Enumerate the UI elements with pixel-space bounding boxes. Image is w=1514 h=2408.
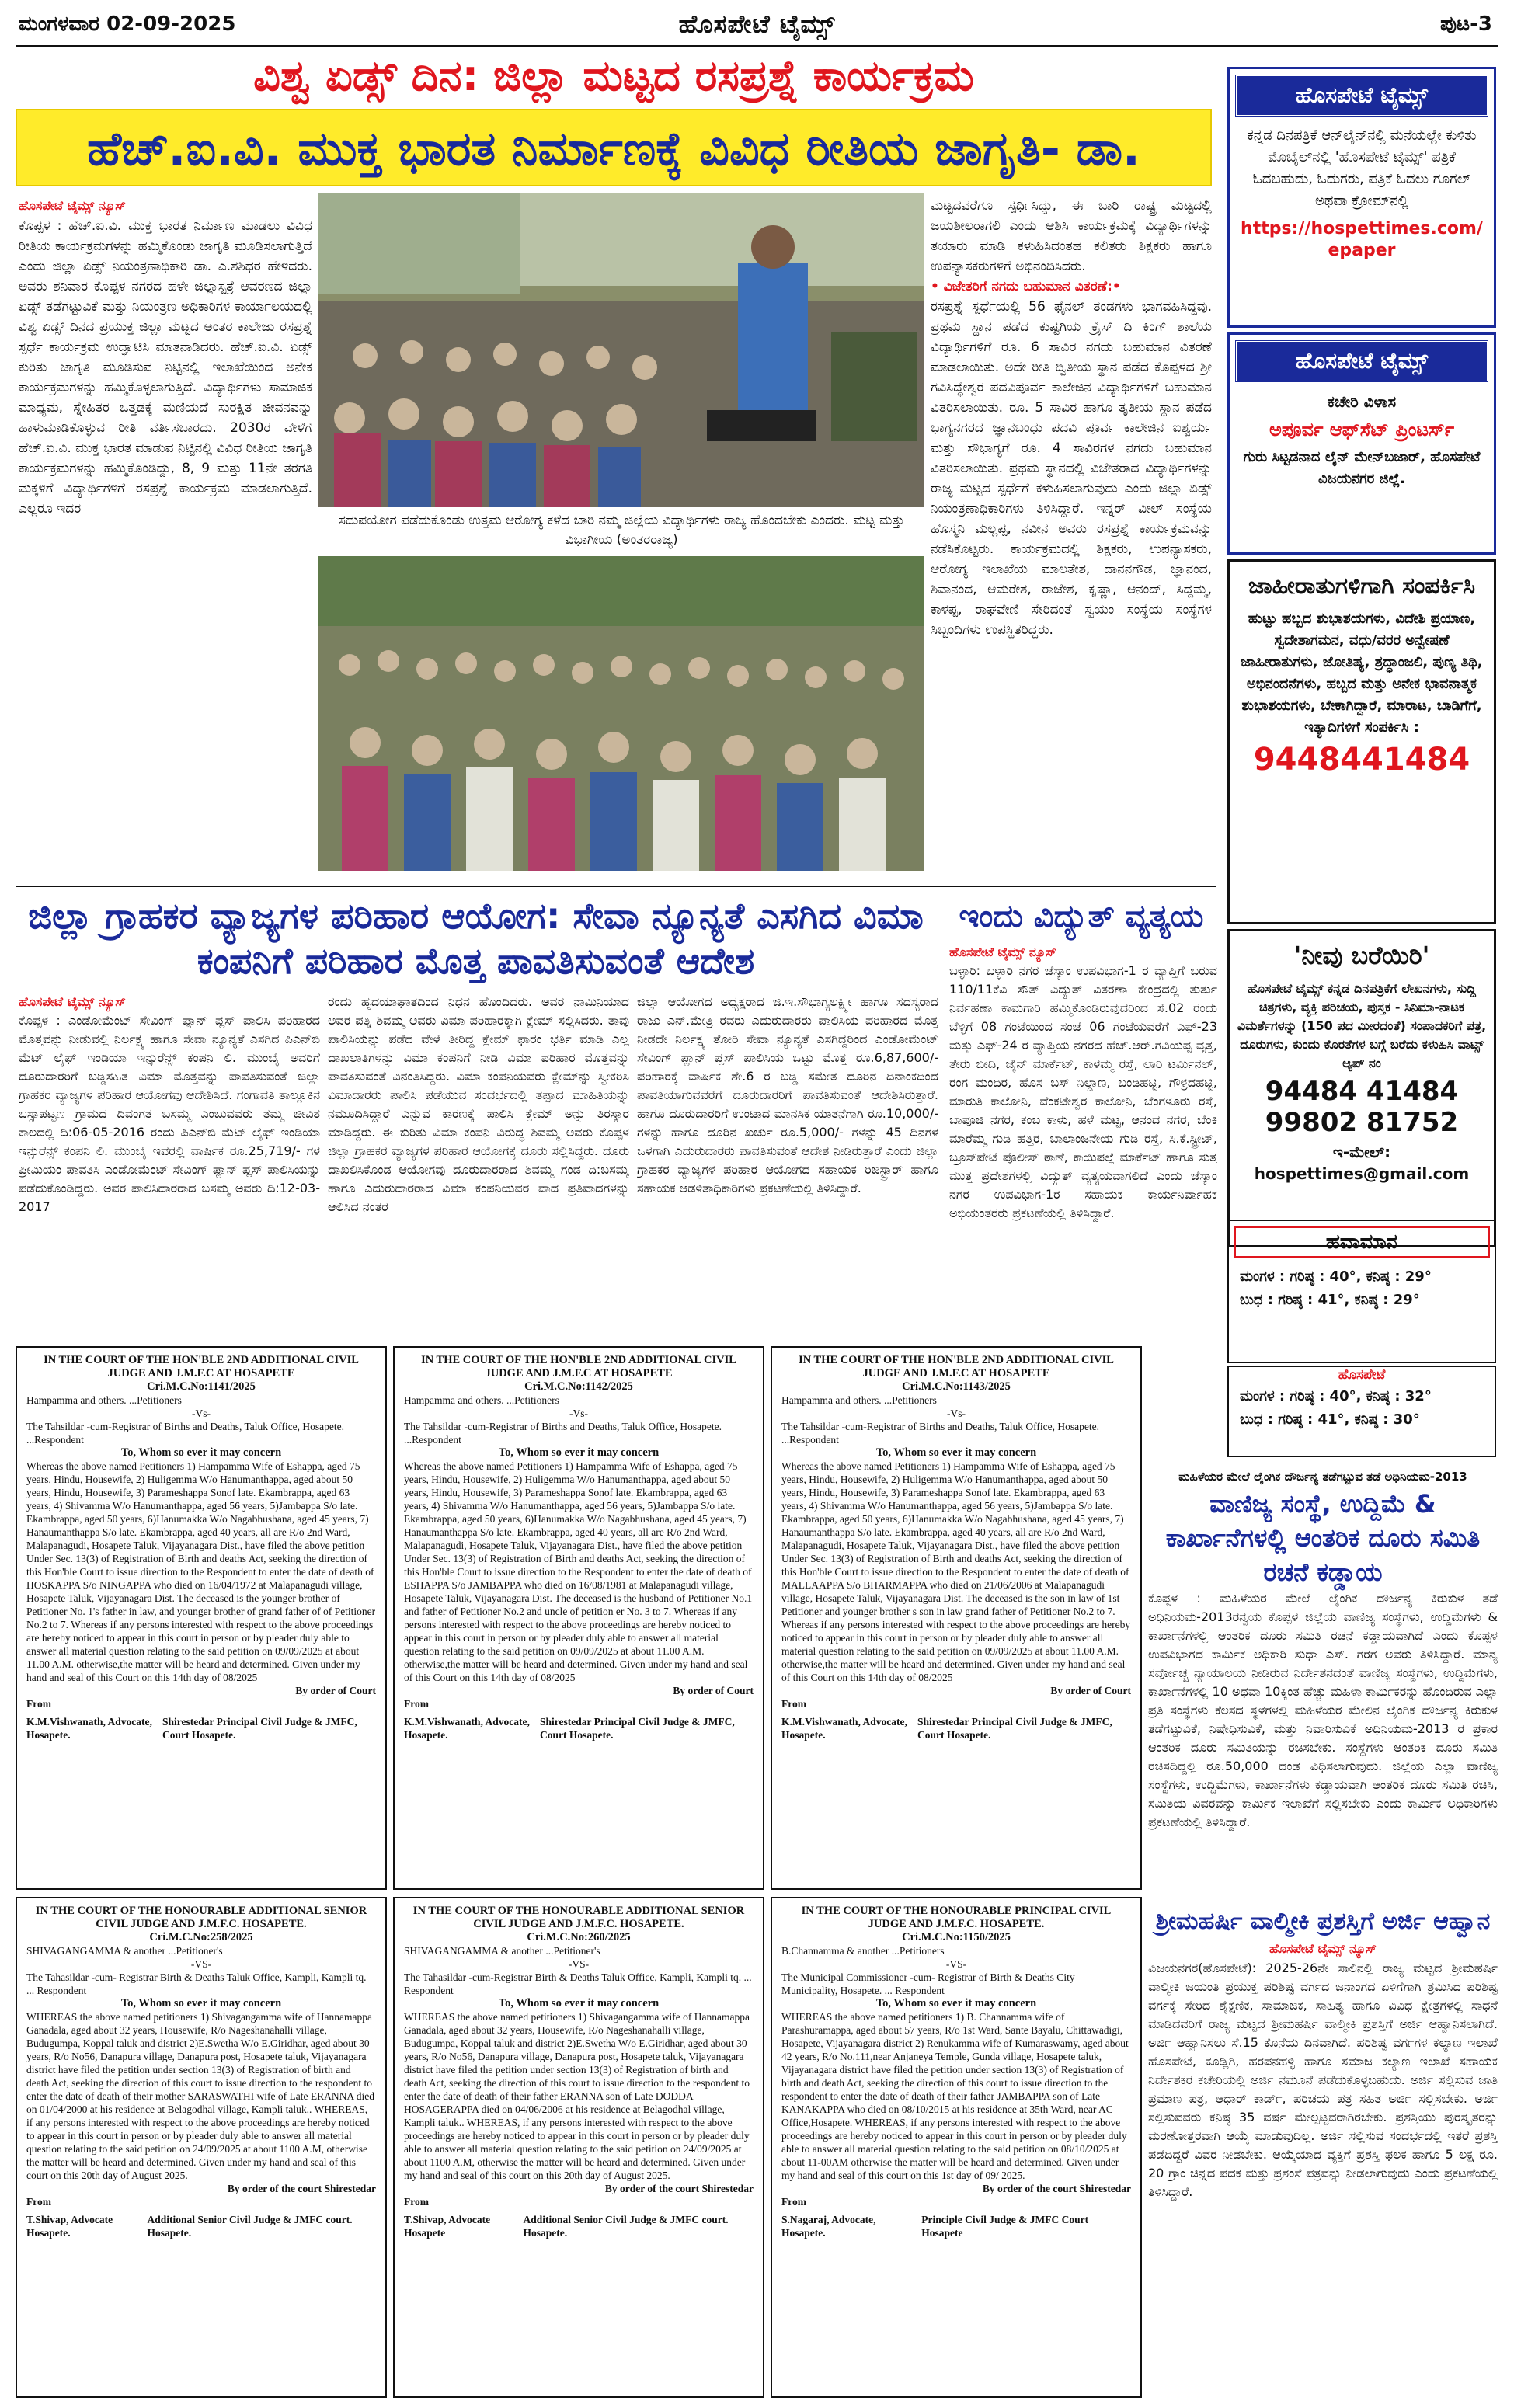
legal-respondent: The Tahsildar -cum-Registrar of Births and Deaths, Taluk Office, Hosapete. ...Respondent — [26, 1421, 344, 1446]
legal-vs: -VS- — [945, 1958, 967, 1970]
write-email[interactable]: ಇ-ಮೇಲ್: hospettimes@gmail.com — [1254, 1143, 1470, 1183]
legal-whom: To, Whom so ever it may concern — [120, 1446, 282, 1459]
legal-sign: Additional Senior Civil Judge & JMFC court. Hosapete. — [147, 2214, 353, 2239]
masthead: ಹೊಸಪೇಟೆ ಟೈಮ್ಸ್ — [678, 9, 836, 39]
main-col3-intro: ಮಟ್ಟದವರೆಗೂ ಸ್ಪರ್ಧಿಸಿದ್ದು, ಈ ಬಾರಿ ರಾಷ್ಟ್ರ ಮಟ್ಟದಲ್ಲಿ ಜಯಶೀಲರಾಗಲಿ ಎಂದು ಆಶಿಸಿ ಕಾರ್ಯಕ್ರಮಕ್ಕೆ ವಿದ್ಯಾರ್ಥಿಗಳನ್ನು ತಯಾರು ಮಾಡಿ ಕಳುಹಿಸಿದಂತಹ ಕಲಿತರು ಶಿಕ್ಷಕರು ಹಾಗೂ ಉಪನ್ಯಾಸಕರುಗಳಿಗೆ ಅಭಿನಂದಿಸಿದರು. — [931, 198, 1212, 274]
legal-body: Whereas the above named Petitioners 1) Hampamma Wife of Eshappa, aged 75 years, Hindu, Housewife, 2) Huligemma W/o Hanumanthappa, aged about 50 years, Hindu, Housewife, 3) Parameshappa Sonof late. Ekambrappa, aged 63 years, 4) Shivamma W/o Hanumanthappa, aged 56 years, 5)Jambappa S/o late. Ekambrappa, aged 50 years, 6)Hanumakka W/o Nagabhushana, aged 45 years, 7) Hanaumanthappa S/o late. Ekambrappa, aged 40 years, all are R/o 2nd Ward, Malapanagudi, Hosapete Taluk, Vijayanagara Dist., have filed the above petition Under Sec. 13(3) of Registration of Birth and deaths Act, seeking the direction of this Hon'ble Court to issue direction to the Respondent to enter the date of death of ESHAPPA S/o JAMBAPPA who died on 16/08/1981 at Malapanagudi village, Hosapete Taluk, Vijayanagara Dist. The deceased is the husband of Petitioner No.1 and father of Petitioner No.2 and uncle of petition er No. 3 to 7. Whereas if any persons interested with respect to the above proceedings are hereby noticed to appear in this court in person or by pleader duly able to answer all material question relating to the said petition on 09/09/2025 at about 11.00 A.M. otherwise,the matter will be heard and determined. Given under my hand and seal of this Court on this 14th day of 08/2025 — [404, 1460, 753, 1683]
main-col3-body: ರಸಪ್ರಶ್ನೆ ಸ್ಪರ್ಧೆಯಲ್ಲಿ 56 ಫೈನಲ್ ತಂಡಗಳು ಭಾಗವಹಿಸಿದ್ದವು. ಪ್ರಥಮ ಸ್ಥಾನ ಪಡೆದ ಕುಷ್ಟಗಿಯ ಕ್ರೈಸ್ ದಿ ಕಿಂಗ್ ಶಾಲೆಯ ವಿದ್ಯಾರ್ಥಿಗಳಿಗೆ ರೂ. 6 ಸಾವಿರ ನಗದು ಬಹುಮಾನ ವಿತರಣೆ ಮಾಡಲಾಯಿತು. ಅದೇ ರೀತಿ ದ್ವಿತೀಯ ಸ್ಥಾನ ಪಡೆದ ಕೊಪ್ಪಳದ ಶ್ರೀ ಗವಿಸಿದ್ಧೇಶ್ವರ ಪದವಿಪೂರ್ವ ಕಾಲೇಜಿನ ವಿದ್ಯಾರ್ಥಿಗಳಿಗೆ ಬಹುಮಾನ ವಿತರಿಸಲಾಯಿತು. ರೂ. 5 ಸಾವಿರ ಹಾಗೂ ತೃತೀಯ ಸ್ಥಾನ ಪಡೆದ ಭಾಗ್ಯನಗರದ ಜ್ಞಾನಬಂಧು ಪದವಿ ಪೂರ್ವ ಕಾಲೇಜಿನ ಐಶ್ವರ್ಯ ಮತ್ತು ಸೌಭಾಗ್ಯಗೆ ರೂ. 4 ಸಾವಿರಗಳ ನಗದು ಬಹುಮಾನ ವಿತರಿಸಲಾಯಿತು. ಪ್ರಥಮ ಸ್ಥಾನದಲ್ಲಿ ವಿಜೇತರಾದ ವಿದ್ಯಾರ್ಥಿಗಳನ್ನು ರಾಜ್ಯ ಮಟ್ಟದ ಸ್ಪರ್ಧೆಗೆ ಕಳುಹಿಸಲಾಗುವುದು ಎಂದು ಜಿಲ್ಲಾ ಏಡ್ಸ್ ನಿಯಂತ್ರಣಾಧಿಕಾರಿಗಳು ತಿಳಿಸಿದ್ದಾರೆ. ಇನ್ನರ್ ವೀಲ್ ಸಂಸ್ಥೆಯ ಹೊಸ್ಮನಿ ಮಲ್ಲಪ್ಪ, ನವೀನ ಅವರು ರಸಪ್ರಶ್ನೆ ಕಾರ್ಯಕ್ರಮವನ್ನು ನಡೆಸಿಕೊಟ್ಟರು. ಕಾರ್ಯಕ್ರಮದಲ್ಲಿ ಶಿಕ್ಷಕರು, ಉಪನ್ಯಾಸಕರು, ಆರೋಗ್ಯ ಇಲಾಖೆಯ ಮಾಲತೇಶ, ದಾನನಗೌಡ, ಜ್ಞಾನಂದ, ಶಿವಾನಂದ, ಆಮರೇಶ, ರಾಜೇಶ, ಕೃಷ್ಣಾ, ಆನಂದ್, ಸಿದ್ದಮ್ಮ, ಕಾಳಪ್ಪ, ರಾಘವೇಣಿ ಸೇರಿದಂತೆ ಸ್ವಯಂ ಸಂಸ್ಥೆಯ ಸಂಸ್ಥೆಗಳ ಸಿಬ್ಬಂದಿಗಳು ಉಪಸ್ಥಿತರಿದ್ದರು. — [931, 299, 1212, 638]
legal-from: From — [781, 2196, 806, 2208]
legal-body: Whereas the above named Petitioners 1) Hampamma Wife of Eshappa, aged 75 years, Hindu, Housewife, 2) Huligemma W/o Hanumanthappa, aged about 50 years, Hindu, Housewife, 3) Parameshappa Sonof late. Ekambrappa, aged 63 years, 4) Shivamma W/o Hanumanthappa, aged 56 years, 5)Jambappa S/o late. Ekambrappa, aged 50 years, 6)Hanumakka W/o Nagabhushana, aged 45 years, 7) Hanaumanthappa S/o late. Ekambrappa, aged 40 years, all are R/o 2nd Ward, Malapanagudi, Hosapete Taluk, Vijayanagara Dist., have filed the above petition Under Sec. 13(3) of Registration of Birth and deaths Act, seeking the direction of this Hon'ble Court to issue direction to the Respondent to enter the date of death of MALLAAPPA S/o BHARMAPPA who died on 21/06/2006 at Malapanagudi village, Hosapete Taluk, Vijayanagara Dist. The deceased is the son in law of 1st Petitioner and younger brother s son in law grand father of Petitioner No.2 to 7. Whereas if any persons interested with respect to the above proceedings are hereby noticed to appear in this court in person or by pleader duly able to answer all material question relating to the said petition on 09/09/2025 at about 11.00 A.M. otherwise,the matter will be heard and determined. Given under my hand and seal of this Court on this 14th day of 08/2025 — [781, 1460, 1131, 1683]
legal-order: By order of Court — [673, 1685, 754, 1696]
power-body: ಬಳ್ಳಾರಿ: ಬಳ್ಳಾರಿ ನಗರ ಜೆಸ್ಕಾಂ ಉಪವಿಭಾಗ-1 ರ ವ್ಯಾಪ್ತಿಗೆ ಬರುವ 110/11ಕೆವಿ ಸೌತ್ ವಿದ್ಯುತ್ ವಿತರಣಾ ಕೇಂದ್ರದಲ್ಲಿ ತುರ್ತು ನಿರ್ವಹಣಾ ಕಾಮಗಾರಿ ಹಮ್ಮಿಕೊಂಡಿರುವುದರಿಂದ ಸೆ.02 ರಂದು ಬೆಳ್ಳಿಗೆ 08 ಗಂಟೆಯಿಂದ ಸಂಜೆ 06 ಗಂಟೆಯವರೆಗೆ ಎಫ್-23 ಮತ್ತು ಎಫ್-24 ರ ವ್ಯಾಪ್ತಿಯ ನಗರದ ಹೆಚ್.ಆರ್.ಗವಿಯಪ್ಪ ವೃತ್ತ, ತೇರು ಬೀದಿ, ಜೈನ್ ಮಾರ್ಕೆಟ್, ಕಾಳಮ್ಮ ರಸ್ತೆ, ಲಾರಿ ಟರ್ಮಿನಲ್, ರಂಗ ಮಂದಿರ, ಹೊಸ ಬಸ್ ನಿಲ್ದಾಣ, ಬಂಡಿಹಟ್ಟಿ, ಗೌಳ್ರದಹಟ್ಟಿ, ಮಾರುತಿ ಕಾಲೋನಿ, ವೆಂಕಟೇಶ್ವರ ಕಾಲೋನಿ, ಬೆಂಗಳೂರು ರಸ್ತೆ, ಬಾಪೂಜಿ ನಗರ, ಕಂಬ ಕಾಳು, ಹಳೆ ಮಟ್ಟ, ಆನಂದ ನಗರ, ಬೆಂಕಿ ಮಾರೆಮ್ಮ ಗುಡಿ ಹತ್ತಿರ, ಬಾಲಾಂಜನೇಯ ಗುಡಿ ರಸ್ತೆ, ಸಿ.ಕೆ.ಸ್ಟ್ರೀಟ್, ಬ್ರೂಸ್‌ಪೇಟೆ ಪೊಲೀಸ್ ಠಾಣೆ, ಕಾಯಿಪಲ್ಲೆ ಮಾರ್ಕೆಟ್ ಹಾಗೂ ಸುತ್ತ ಮುತ್ತ ಪ್ರದೇಶಗಳಲ್ಲಿ ವಿದ್ಯುತ್ ವ್ಯತ್ಯಯವಾಗಲಿದೆ ಎಂದು ಜೆಸ್ಕಾಂ ನಗರ ಉಪವಿಭಾಗ-1ರ ಸಹಾಯಕ ಕಾರ್ಯನಿರ್ವಾಹಕ ಅಭಿಯಂತರರು ಪ್ರಕಟಣೆಯಲ್ಲಿ ತಿಳಿಸಿದ್ದಾರೆ. — [949, 963, 1217, 1220]
main-byline: ಹೊಸಪೇಟೆ ಟೈಮ್ಸ್ ನ್ಯೂಸ್ — [19, 198, 126, 213]
epaper-box-text: ಕನ್ನಡ ದಿನಪತ್ರಿಕೆ ಆನ್‌ಲೈನ್‌ನಲ್ಲಿ ಮನೆಯಲ್ಲೇ ಕುಳಿತು ಮೊಬೈಲ್‌ನಲ್ಲಿ 'ಹೊಸಪೇಟೆ ಟೈಮ್ಸ್' ಪತ್ರಿಕೆ ಓದಬಹುದು, ಓದುಗರು, ಪತ್ರಿಕೆ ಓದಲು ಗೂಗಲ್ ಅಥವಾ ಕ್ರೋಮ್‌ನಲ್ಲಿ — [1247, 127, 1477, 209]
epaper-box-head: ಹೊಸಪೇಟೆ ಟೈಮ್ಸ್ — [1234, 74, 1489, 117]
legal-petitioner: Hampamma and others. ...Petitioners — [404, 1394, 559, 1406]
weather-row-4: ಬುಧ : ಗರಿಷ್ಠ : 41°, ಕನಿಷ್ಠ : 30° — [1240, 1411, 1420, 1428]
legal-from: From — [26, 2196, 51, 2208]
main-col1-text: ಕೊಪ್ಪಳ : ಹೆಚ್.ಐ.ವಿ. ಮುಕ್ತ ಭಾರತ ನಿರ್ಮಾಣ ಮಾಡಲು ವಿವಿಧ ರೀತಿಯ ಕಾರ್ಯಕ್ರಮಗಳನ್ನು ಹಮ್ಮಿಕೊಂಡು ಜಾಗೃತಿ ಮೂಡಿಸಲಾಗುತ್ತಿದೆ ಎಂದು ಜಿಲ್ಲಾ ಏಡ್ಸ್ ನಿಯಂತ್ರಣಾಧಿಕಾರಿ ಡಾ. ಎ.ಶಶಿಧರ ಹೇಳಿದರು. ಅವರು ಶನಿವಾರ ಕೊಪ್ಪಳ ನಗರದ ಹಳೇ ಜಿಲ್ಲಾಸ್ಪತ್ರೆ ಆವರಣದ ಜಿಲ್ಲಾ ಏಡ್ಸ್ ತಡೆಗಟ್ಟುವಿಕೆ ಮತ್ತು ನಿಯಂತ್ರಣ ಅಧಿಕಾರಿಗಳ ಕಾರ್ಯಾಲಯದಲ್ಲಿ ವಿಶ್ವ ಏಡ್ಸ್ ದಿನದ ಪ್ರಯುಕ್ತ ಜಿಲ್ಲಾ ಮಟ್ಟದ ಅಂತರ ಕಾಲೇಜು ರಸಪ್ರಶ್ನೆ ಸ್ಪರ್ಧೆ ಕಾರ್ಯಕ್ರಮ ಉದ್ಘಾಟಿಸಿ ಮಾತನಾಡಿದರು. ಹೆಚ್.ಐ.ವಿ. ಏಡ್ಸ್ ಕುರಿತು ಜಾಗೃತಿ ಮೂಡಿಸುವ ನಿಟ್ಟಿನಲ್ಲಿ ಇಲಾಖೆಯಿಂದ ಅನೇಕ ಕಾರ್ಯಕ್ರಮಗಳನ್ನು ಹಮ್ಮಿಕೊಳ್ಳಲಾಗುತ್ತಿದೆ. ವಿದ್ಯಾರ್ಥಿಗಳು ಸಾಮಾಜಿಕ ಮಾಧ್ಯಮ, ಸ್ನೇಹಿತರ ಒತ್ತಡಕ್ಕೆ ಮಣಿಯದೆ ಸುರಕ್ಷಿತ ಜೀವನವನ್ನು ಹಾಳುಮಾಡಿಕೊಳ್ಳುವ ರೀತಿ ವರ್ತಿಸಬಾರದು. 2030ರ ವೇಳೆಗೆ ಹೆಚ್.ಐ.ವಿ. ಮುಕ್ತ ಭಾರತ ಮಾಡುವ ನಿಟ್ಟಿನಲ್ಲಿ ವಿವಿಧ ರೀತಿಯ ಜಾಗೃತಿ ಕಾರ್ಯಕ್ರಮಗಳನ್ನು ಹಮ್ಮಿಕೊಂಡಿದ್ದು, 8, 9 ಮತ್ತು 11ನೇ ತರಗತಿ ಮಕ್ಕಳಿಗೆ ವಿದ್ಯಾರ್ಥಿಗಳಿಗೆ ರಸಪ್ರಶ್ನೆ ಕಾರ್ಯಕ್ರಮ ಮಾಡಲಾಗುತ್ತಿದೆ. ಎಲ್ಲರೂ ಇದರ — [19, 218, 312, 517]
write-box-text: ಹೊಸಪೇಟೆ ಟೈಮ್ಸ್ ಕನ್ನಡ ದಿನಪತ್ರಿಕೆಗೆ ಲೇಖನಗಳು, ಸುದ್ದಿ ಚಿತ್ರಗಳು, ವ್ಯಕ್ತಿ ಪರಿಚಯ, ಪುಸ್ತಕ - ಸಿನಿಮಾ-ನಾಟಕ ವಿಮರ್ಶೆಗಳನ್ನು (150 ಪದ ಮೀರದಂತೆ) ಸಂಪಾದಕರಿಗೆ ಪತ್ರ, ದೂರುಗಳು, ಕುಂದು ಕೊರತೆಗಳ ಬಗ್ಗೆ ಬರೆದು ಕಳುಹಿಸಿ ವಾಟ್ಸ್ ಆ್ಯಪ್ ನಂ — [1237, 981, 1487, 1070]
legal-sign: Additional Senior Civil Judge & JMFC court. Hosapete. — [523, 2214, 729, 2239]
weather-row-1: ಮಂಗಳ : ಗರಿಷ್ಠ : 40°, ಕನಿಷ್ಠ : 29° — [1240, 1268, 1432, 1285]
whatsapp-phone-1: 94484 41484 — [1265, 1076, 1459, 1107]
legal-respondent: The Tahsildar -cum-Registrar of Births and Deaths, Taluk Office, Hosapete. ...Respondent — [404, 1421, 722, 1446]
ads-box — [1227, 559, 1496, 924]
legal-from: From — [781, 1698, 806, 1710]
legal-advocate: K.M.Vishwanath, Advocate, Hosapete. — [26, 1716, 152, 1741]
legal-sign: Shirestedar Principal Civil Judge & JMFC, Court Hosapete. — [540, 1716, 735, 1741]
power-byline: ಹೊಸಪೇಟೆ ಟೈಮ್ಸ್ ನ್ಯೂಸ್ — [949, 945, 1056, 959]
main-headline: ಹೆಚ್.ಐ.ವಿ. ಮುಕ್ತ ಭಾರತ ನಿರ್ಮಾಣಕ್ಕೆ ವಿವಿಧ ರೀತಿಯ ಜಾಗೃತಿ- ಡಾ. — [16, 109, 1212, 186]
legal-from: From — [26, 1698, 51, 1710]
legal-from: From — [404, 2196, 429, 2208]
main-story-col1 — [19, 196, 312, 879]
weather-city-box — [1227, 1366, 1496, 1457]
legal-order: By order of Court — [295, 1685, 376, 1696]
photo-speaker — [318, 193, 924, 507]
legal-court: IN THE COURT OF THE HONOURABLE ADDITIONAL SENIOR CIVIL JUDGE AND J.M.F.C. HOSAPETE. — [412, 1905, 745, 1930]
office-address: ಗುರು ಸಿಟ್ಟಡನಾದ ಲೈನ್ ಮೇನ್‌ಬಜಾರ್, ಹೊಸಪೇಟೆ ವಿಜಯನಗರ ಜಿಲ್ಲೆ. — [1243, 449, 1481, 487]
legal-case-no: Cri.M.C.No:1142/2025 — [524, 1380, 633, 1393]
legal-case-no: Cri.M.C.No:260/2025 — [527, 1931, 631, 1943]
main-kicker: ವಿಶ್ವ ಏಡ್ಸ್ ದಿನ: ಜಿಲ್ಲಾ ಮಟ್ಟದ ರಸಪ್ರಶ್ನೆ ಕಾರ್ಯಕ್ರಮ — [253, 51, 974, 100]
legal-whom: To, Whom so ever it may concern — [498, 1446, 660, 1459]
photo-speaker-image — [318, 193, 924, 507]
legal-advocate: S.Nagaraj, Advocate, Hosapete. — [781, 2214, 876, 2239]
valmiki-headline: ಶ್ರೀಮಹರ್ಷಿ ವಾಲ್ಮೀಕಿ ಪ್ರಶಸ್ತಿಗೆ ಅರ್ಜಿ ಆಹ್ವಾನ — [1155, 1908, 1491, 1935]
weather-head: ಹವಾಮಾನ — [1234, 1226, 1490, 1258]
legal-case-no: Cri.M.C.No:1141/2025 — [147, 1380, 256, 1393]
legal-case-no: Cri.M.C.No:258/2025 — [149, 1931, 253, 1943]
legal-order: By order of the court Shirestedar — [227, 2183, 376, 2194]
divider — [16, 886, 1216, 887]
legal-notice-1143 — [771, 1346, 1142, 1890]
whatsapp-phone-2: 99802 81752 — [1265, 1107, 1459, 1138]
legal-court: IN THE COURT OF THE HONOURABLE ADDITIONAL SENIOR CIVIL JUDGE AND J.M.F.C. HOSAPETE. — [35, 1905, 367, 1930]
legal-body: Whereas the above named Petitioners 1) Hampamma Wife of Eshappa, aged 75 years, Hindu, Housewife, 2) Huligemma W/o Hanumanthappa, aged about 50 years, Hindu, Housewife, 3) Parameshappa Sonof late. Ekambrappa, aged 63 years, 4) Shivamma W/o Hanumanthappa, aged 56 years, 5)Jambappa S/o late. Ekambrappa, aged 50 years, 6)Hanumakka W/o Nagabhushana, aged 45 years, 7) Hanaumanthappa S/o late. Ekambrappa, aged 40 years, all are R/o 2nd Ward, Malapanagudi, Hosapete Taluk, Vijayanagara Dist., have filed the above petition Under Sec. 13(3) of Registration of Birth and deaths Act, seeking the direction of this Hon'ble Court to issue direction to the Respondent to enter the date of death of HOSKAPPA S/o NINGAPPA who died on 16/04/1972 at Malapanagudi village, Hosapete Taluk, Vijayanagara Dist. The deceased is the younger brother of Petitioner No. 1's father in law, and younger brother of grand father of of Petitioner No.2 to 7. Whereas if any persons interested with respect to the above proceedings are hereby noticed to appear in this court in person or by pleader duly able to answer all material question relating to the said petition on 09/09/2025 at about 11.00 A.M. otherwise,the matter will be heard and determined. Given under my hand and seal of this Court on this 14th day of 08/2025 — [26, 1460, 376, 1683]
page-header — [16, 5, 1498, 47]
valmiki-body: ವಿಜಯನಗರ(ಹೊಸಪೇಟೆ): 2025-26ನೇ ಸಾಲಿನಲ್ಲಿ ರಾಜ್ಯ ಮಟ್ಟದ ಶ್ರೀಮಹರ್ಷಿ ವಾಲ್ಮೀಕಿ ಜಯಂತಿ ಪ್ರಯುಕ್ತ ಪರಿಶಿಷ್ಟ ವರ್ಗದ ಜನಾಂಗದ ಏಳಿಗೆಗಾಗಿ ಶ್ರಮಿಸಿದ ಪರಿಶಿಷ್ಟ ವರ್ಗಕ್ಕೆ ಸೇರಿದ ಶೈಕ್ಷಣಿಕ, ಸಾಮಾಜಿಕ, ಸಾಹಿತ್ಯ ಹಾಗೂ ವಿವಿಧ ಕ್ಷೇತ್ರಗಳಲ್ಲಿ ಸಾಧನೆ ಮಾಡಿದವರಿಗೆ ರಾಜ್ಯ ಮಟ್ಟದ ಶ್ರೀಮಹರ್ಷಿ ವಾಲ್ಮೀಕಿ ಪ್ರಶಸ್ತಿಗೆ ಅರ್ಜಿ ಆಹ್ವಾನಿಸಲಾಗಿದೆ. ಅರ್ಜಿ ಆಹ್ವಾನಿಸಲು ಸೆ.15 ಕೊನೆಯ ದಿನವಾಗಿದೆ. ಪರಿಶಿಷ್ಟ ವರ್ಗಗಳ ಕಲ್ಯಾಣ ಇಲಾಖೆ ಹೊಸಪೇಟೆ, ಕೂಡ್ಲಿಗಿ, ಹರಪನಹಳ್ಳಿ ಹಾಗೂ ಸಮಾಜ ಕಲ್ಯಾಣ ಇಲಾಖೆ ಸಹಾಯಕ ನಿರ್ದೇಶಕರ ಕಚೇರಿಯಲ್ಲಿ ಅರ್ಜಿ ನಮೂನೆ ಪಡೆದುಕೊಳ್ಳಬಹುದು. ಅರ್ಜಿ ಸಲ್ಲಿಸುವ ಜಾತಿ ಪ್ರಮಾಣ ಪತ್ರ, ಆಧಾರ್ ಕಾರ್ಡ್, ಪರಿಚಯ ಪತ್ರ ಸಹಿತ ಅರ್ಜಿ ಸಲ್ಲಿಸಬೇಕು. ಅರ್ಜಿ ಸಲ್ಲಿಸುವವರು ಕನಿಷ್ಠ 35 ವರ್ಷ ಮೇಲ್ಪಟ್ಟವರಾಗಿರಬೇಕು. ಪ್ರಶಸ್ತಿಯು ಪುರಸ್ಕೃತರನ್ನು ಮರಣೋತ್ತರವಾಗಿ ಆಯ್ಕೆ ಮಾಡುವುದಿಲ್ಲ. ಅರ್ಜಿ ಸಲ್ಲಿಸುವ ಸಂದರ್ಭದಲ್ಲಿ ಇತರೆ ಪ್ರಶಸ್ತಿ ಪಡೆದಿದ್ದರೆ ವಿವರ ನೀಡಬೇಕು. ಆಯ್ಕೆಯಾದ ವ್ಯಕ್ತಿಗೆ ಪ್ರಶಸ್ತಿ ಫಲಕ ಹಾಗೂ 5 ಲಕ್ಷ ರೂ. 20 ಗ್ರಾಂ ಚಿನ್ನದ ಪದಕ ಮತ್ತು ಪ್ರಶಂಸೆ ಪತ್ರವನ್ನು ನೀಡಲಾಗುವುದು ಎಂದು ಪ್ರಕಟಣೆಯಲ್ಲಿ ತಿಳಿಸಿದ್ದಾರೆ. — [1148, 1961, 1498, 2199]
consumer-headline: ಜಿಲ್ಲಾ ಗ್ರಾಹಕರ ವ್ಯಾಜ್ಯಗಳ ಪರಿಹಾರ ಆಯೋಗ: ಸೇವಾ ನ್ಯೂನ್ಯತೆ ಎಸಗಿದ ವಿಮಾ ಕಂಪನಿಗೆ ಪರಿಹಾರ ಮೊತ್ತ ಪಾವತಿಸುವಂತೆ ಆದೇಶ — [28, 895, 924, 982]
valmiki-story — [1148, 1905, 1498, 2398]
legal-petitioner: SHIVAGANGAMMA & another ...Petitioner's — [404, 1945, 600, 1957]
legal-advocate: T.Shivap, Advocate Hosapete — [404, 2214, 491, 2239]
legal-respondent: The Municipal Commissioner -cum- Registrar of Birth & Deaths City Municipality, Hosapete. ... Respondent — [781, 1971, 1075, 1996]
legal-body: WHEREAS the above named petitioners 1) Shivagangamma wife of Hannamappa Ganadala, aged about 32 years, Housewife, R/o Nageshanahalli village, Budugumpa, Koppal taluk and district 2)E.Swetha W/o E.Giridhar, aged about 30 years, R/o No56, Danapura village, Danapura post, Hosapete taluk, Vijayanagara district have filed the petition under section 13(3) of Registration of birth and death Act, seeking the direction of this court to issue direction to the respondent to enter the date of death of their father ERANNA son of Late DODDA HOSAGERAPPA died on 04/06/2006 at his residence at Belagodhal village, Kampli taluk.. WHEREAS, if any persons interested with respect to the above proceedings are hereby noticed to appear in this court in person or by pleader duly able to answer all material question relating to the said petition on 24/09/2025 at about 1100 A.M, otherwise the matter will be heard and determined. Given under my hand and seal of this court on this 20th day of August 2025. — [404, 2011, 750, 2181]
labour-body: ಕೊಪ್ಪಳ : ಮಹಿಳೆಯರ ಮೇಲೆ ಲೈಂಗಿಕ ದೌರ್ಜನ್ಯ ಕಿರುಕುಳ ತಡೆ ಅಧಿನಿಯಮ-2013ರನ್ವಯ ಕೊಪ್ಪಳ ಜಿಲ್ಲೆಯ ವಾಣಿಜ್ಯ ಸಂಸ್ಥೆಗಳು, ಉದ್ದಿಮೆಗಳು & ಕಾರ್ಖಾನೆಗಳಲ್ಲಿ ಆಂತರಿಕ ದೂರು ಸಮಿತಿ ರಚನೆ ಕಡ್ಡಾಯವಾಗಿದೆ ಎಂದು ಕೊಪ್ಪಳ ಉಪವಿಭಾಗದ ಕಾರ್ಮಿಕ ಅಧಿಕಾರಿ ಸುಧಾ ಎಸ್. ಗರಗ ಅವರು ತಿಳಿಸಿದ್ದಾರೆ. ಮಾನ್ಯ ಸರ್ವೋಚ್ಚ ನ್ಯಾಯಾಲಯ ನೀಡಿರುವ ನಿರ್ದೇಶನದಂತೆ ವಾಣಿಜ್ಯ ಸಂಸ್ಥೆಗಳು, ಉದ್ದಿಮೆಗಳು, ಕಾರ್ಖಾನೆಗಳಲ್ಲಿ 10 ಅಥವಾ 10ಕ್ಕಿಂತ ಹೆಚ್ಚು ಮಹಿಳಾ ಕಾರ್ಮಿಕರನ್ನು ಹೊಂದಿರುವ ಎಲ್ಲಾ ಪ್ರತಿ ಸಂಸ್ಥೆಗಳು ಕೆಲಸದ ಸ್ಥಳಗಳಲ್ಲಿ ಮಹಿಳೆಯರ ಮೇಲಿನ ಲೈಂಗಿಕ ದೌರ್ಜನ್ಯ ಕಿರುಕುಳ ತಡೆಗಟ್ಟುವಿಕೆ, ನಿಷೇಧಿಸುವಿಕೆ, ಮತ್ತು ನಿವಾರಿಸುವಿಕೆ ಅಧಿನಿಯಮ-2013 ರ ಪ್ರಕಾರ ಆಂತರಿಕ ದೂರು ಸಮಿತಿಯನ್ನು ರಚಿಸಬೇಕು. ಸಂಸ್ಥೆಗಳು ಆಂತರಿಕ ದೂರು ಸಮಿತಿ ರಚಿಸದಿದ್ದಲ್ಲಿ ರೂ.50,000 ದಂಡ ವಿಧಿಸಲಾಗುವುದು. ಜಿಲ್ಲೆಯ ಎಲ್ಲಾ ವಾಣಿಜ್ಯ ಸಂಸ್ಥೆಗಳು, ಉದ್ದಿಮೆಗಳು, ಕಾರ್ಖಾನೆಗಳು ಕಡ್ಡಾಯವಾಗಿ ಆಂತರಿಕ ದೂರು ಸಮಿತಿ ರಚಿಸಿ, ಸಮಿತಿಯ ವಿವರವನ್ನು ಕಾರ್ಮಿಕ ಇಲಾಖೆಗೆ ಸಲ್ಲಿಸಬೇಕು ಎಂದು ಕಾರ್ಮಿಕ ಅಧಿಕಾರಿಗಳು ಪ್ರಕಟಣೆಯಲ್ಲಿ ತಿಳಿಸಿದ್ದಾರೆ. — [1148, 1591, 1498, 1829]
office-box — [1227, 332, 1496, 555]
legal-vs: -VS- — [190, 1958, 212, 1970]
legal-petitioner: Hampamma and others. ...Petitioners — [781, 1394, 937, 1406]
legal-respondent: The Tahsildar -cum-Registrar of Births and Deaths, Taluk Office, Hosapete. ...Respondent — [781, 1421, 1099, 1446]
legal-sign: Shirestedar Principal Civil Judge & JMFC, Court Hosapete. — [162, 1716, 357, 1741]
power-headline: ಇಂದು ವಿದ್ಯುತ್ ವ್ಯತ್ಯಯ — [959, 899, 1204, 934]
legal-whom: To, Whom so ever it may concern — [498, 1997, 660, 2010]
legal-petitioner: SHIVAGANGAMMA & another ...Petitioner's — [26, 1945, 223, 1957]
page-number: ಪುಟ-3 — [1439, 12, 1492, 36]
legal-respondent: The Tahasildar -cum-Registrar Birth & Deaths Taluk Office, Kampli, Kampli tq. ... Respondent — [404, 1971, 752, 1996]
sidebar — [1227, 67, 1496, 1341]
legal-notice-258 — [16, 1897, 387, 2398]
legal-notice-1150 — [771, 1897, 1142, 2398]
legal-vs: -Vs- — [947, 1408, 966, 1419]
legal-notice-1142 — [393, 1346, 764, 1890]
legal-court: IN THE COURT OF THE HON'BLE 2ND ADDITIONAL CIVIL JUDGE AND J.M.F.C AT HOSAPETE — [421, 1354, 736, 1380]
power-story — [949, 943, 1217, 1347]
legal-from: From — [404, 1698, 429, 1710]
legal-order: By order of the court Shirestedar — [604, 2183, 754, 2194]
weather-box — [1227, 1220, 1496, 1363]
legal-vs: -Vs- — [192, 1408, 211, 1419]
legal-court: IN THE COURT OF THE HON'BLE 2ND ADDITIONAL CIVIL JUDGE AND J.M.F.C AT HOSAPETE — [44, 1354, 359, 1380]
legal-sign: Shirestedar Principal Civil Judge & JMFC, Court Hosapete. — [917, 1716, 1112, 1741]
legal-order: By order of Court — [1050, 1685, 1131, 1696]
office-name: ಅಪೂರ್ವ ಆಫ್‌ಸೆಟ್ ಪ್ರಿಂಟರ್ಸ್ — [1269, 419, 1455, 440]
consumer-col3: ಜಿಲ್ಲಾ ಆಯೋಗದ ಅಧ್ಯಕ್ಷರಾದ ಜಿ.ಇ.ಸೌಭಾಗ್ಯಲಕ್ಷ್ಮೀ ಹಾಗೂ ಸದಸ್ಯರಾದ ರಾಜು ಎನ್.ಮೇತ್ರಿ ರವರು ಎದುರುದಾರರು ಪಾಲಿಸಿಯ ಪರಿಹಾರದ ಮೊತ್ತ ನೀಡದೇ ನಿರ್ಲಕ್ಷ್ಯ ತೋರಿ ಸೇವಾ ನ್ಯೂನ್ಯತೆ ಎಸಗಿದ್ದರಿಂದ ಎಂಡೋಮೆಂಟ್ ಸೇವಿಂಗ್ ಪ್ಲಾನ್ ಪ್ಲಸ್ ಪಾಲಿಸಿಯ ಒಟ್ಟು ಮೊತ್ತ ರೂ.6,87,600/- ಪರಿಹಾರಕ್ಕೆ ವಾರ್ಷಿಕ ಶೇ.6 ರ ಬಡ್ಡಿ ಸಮೇತ ದೂರಿನ ದಿನಾಂಕದಿಂದ ಪಾವತಿಯಾಗುವವರೆಗೆ ದೂರುದಾರರಿಗೆ ಪಾವತಿಸುವಂತೆ ಆದೇಶಿಸಿರುತ್ತಾರೆ. ಹಾಗೂ ದೂರುದಾರರಿಗೆ ಉಂಟಾದ ಮಾನಸಿಕ ಯಾತನೆಗಾಗಿ ರೂ.10,000/- ಗಳನ್ನು ಹಾಗೂ ದೂರಿನ ಖರ್ಚು ರೂ.5,000/- ಗಳನ್ನು 45 ದಿನಗಳ ಒಳಗಾಗಿ ಎದುರುದಾರರು ಪಾವತಿಸುವಂತೆ ಆದೇಶ ನೀಡಿರುತ್ತಾರೆ ಎಂದು ಜಿಲ್ಲಾ ಗ್ರಾಹಕರ ವ್ಯಾಜ್ಯಗಳ ಪರಿಹಾರ ಆಯೋಗದ ಸಹಾಯಕ ರಿಜಿಸ್ಟ್ರಾರ್ ಹಾಗೂ ಸಹಾಯಕ ಆಡಳಿತಾಧಿಕಾರಿಗಳು ಪ್ರಕಟಣೆಯಲ್ಲಿ ತಿಳಿಸಿದ್ದಾರೆ. — [637, 994, 938, 1195]
valmiki-byline: ಹೊಸಪೇಟೆ ಟೈಮ್ಸ್ ನ್ಯೂಸ್ — [1269, 1941, 1377, 1956]
weather-row-2: ಬುಧ : ಗರಿಷ್ಠ : 41°, ಕನಿಷ್ಠ : 29° — [1240, 1292, 1420, 1308]
legal-order: By order of the court Shirestedar — [982, 2183, 1131, 2194]
photo-crowd — [318, 556, 924, 871]
write-box — [1227, 929, 1496, 1247]
legal-court: IN THE COURT OF THE HON'BLE 2ND ADDITIONAL CIVIL JUDGE AND J.M.F.C AT HOSAPETE — [799, 1354, 1114, 1380]
office-label: ಕಚೇರಿ ವಿಳಾಸ — [1327, 392, 1397, 411]
labour-headline: ವಾಣಿಜ್ಯ ಸಂಸ್ಥೆ, ಉದ್ದಿಮೆ & ಕಾರ್ಖಾನೆಗಳಲ್ಲಿ ಆಂತರಿಕ ದೂರು ಸಮಿತಿ ರಚನೆ ಕಡ್ಡಾಯ — [1165, 1489, 1481, 1587]
legal-whom: To, Whom so ever it may concern — [120, 1997, 282, 2010]
consumer-col1 — [19, 993, 320, 1338]
ads-box-head: ಜಾಹೀರಾತುಗಳಿಗಾಗಿ ಸಂಪರ್ಕಿಸಿ — [1248, 572, 1476, 600]
legal-advocate: K.M.Vishwanath, Advocate, Hosapete. — [781, 1716, 907, 1741]
main-story-col3 — [931, 196, 1212, 879]
write-box-head: 'ನೀವು ಬರೆಯಿರಿ' — [1293, 941, 1430, 970]
labour-story — [1148, 1467, 1498, 1902]
main-col3-subhead: • ವಿಜೇತರಿಗೆ ನಗದು ಬಹುಮಾನ ವಿತರಣೆ:• — [931, 279, 1121, 294]
ads-box-text: ಹುಟ್ಟು ಹಬ್ಬದ ಶುಭಾಶಯಗಳು, ವಿದೇಶಿ ಪ್ರಯಾಣ, ಸ್ವದೇಶಾಗಮನ, ವಧು/ವರರ ಅನ್ವೇಷಣೆ ಜಾಹೀರಾತುಗಳು, ಜೋತಿಷ್ಯ, ಶ್ರದ್ಧಾಂಜಲಿ, ಪುಣ್ಯ ತಿಥಿ, ಅಭಿನಂದನೆಗಳು, ಹಬ್ಬದ ಮತ್ತು ಅನೇಕ ಭಾವನಾತ್ಮಕ ಶುಭಾಶಯಗಳು, ಬೇಕಾಗಿದ್ದಾರೆ, ಮಾರಾಟ, ಬಾಡಿಗೆಗೆ, ಇತ್ಯಾದಿಗಳಿಗೆ ಸಂಪರ್ಕಿಸಿ : — [1241, 611, 1483, 736]
legal-whom: To, Whom so ever it may concern — [875, 1997, 1037, 2010]
legal-sign: Principle Civil Judge & JMFC Court Hosapete — [921, 2214, 1089, 2239]
legal-body: WHEREAS the above named petitioners 1) B. Channamma wife of Parashuramappa, aged about 57 years, R/o 1st Ward, Sante Bayalu, Chittawadigi, Hosapete, Vijayanagara district 2) Renukamma wife of Kumaraswamy, aged about 42 years, R/o No.111,near Anjaneya Temple, Gunda village, Hosapete taluk, Vijayanagara district have filed the petition under section 13(3) of Registration of birth and death Act, seeking the direction of this court to issue direction to the respondent to enter the date of death of their father JAMBAPPA son of Late KANAKAPPA who died on 08/10/2015 at his residence at 35th Ward, near AC Office,Hosapete. WHEREAS, if any persons interested with respect to the above proceedings are hereby noticed to appear in this court in person or by pleader duly able to answer all material question relating to the said petition on 08/10/2025 at about 11-00AM otherwise the matter will be heard and determined. Given under my hand and seal of this court on this 1st day of 09/ 2025. — [781, 2011, 1129, 2181]
consumer-col2: ರಂದು ಹೃದಯಾಘಾತದಿಂದ ನಿಧನ ಹೊಂದಿದರು. ಅವರ ನಾಮಿನಿಯಾದ ಅವರ ಪತ್ನಿ ಶಿವಮ್ಮ ಅವರು ವಿಮಾ ಪರಿಹಾರಕ್ಕಾಗಿ ಕ್ಲೇಮ್ ಸಲ್ಲಿಸಿದರು. ತಾವು ಪಾಲಿಸಿಯನ್ನು ಪಡೆದ ವೇಳೆ ತೀರಿದ್ದ ಕ್ಲೇಮ್ ಫಾರಂ ಭರ್ತಿ ಮಾಡಿ ಎಲ್ಲ ದಾಖಲಾತಿಗಳನ್ನು ವಿಮಾ ಕಂಪನಿಗೆ ನೀಡಿ ವಿಮಾ ಪರಿಹಾರ ಮೊತ್ತವನ್ನು ಪಾವತಿಸುವಂತೆ ವಿನಂತಿಸಿದ್ದರು. ವಿಮಾ ಕಂಪನಿಯವರು ಕ್ಲೇಮ್‌ನ್ನು ಸ್ವೀಕರಿಸಿ ವಿಮಾದಾರರು ಪಾಲಿಸಿ ಪಡೆಯುವ ಸಂದರ್ಭದಲ್ಲಿ ತಪ್ಪಾದ ಮಾಹಿತಿಯನ್ನು ನಮೂದಿಸಿದ್ದಾರೆ ಎನ್ನುವ ಕಾರಣಕ್ಕೆ ಪಾಲಿಸಿ ಕ್ಲೇಮ್ ಅನ್ನು ತಿರಸ್ಕಾರ ಮಾಡಿದ್ದರು. ಈ ಕುರಿತು ವಿಮಾ ಕಂಪನಿ ವಿರುದ್ಧ ಶಿವಮ್ಮ ಅವರು ಕೊಪ್ಪಳ ಜಿಲ್ಲಾ ಗ್ರಾಹಕರ ವ್ಯಾಜ್ಯಗಳ ಪರಿಹಾರ ಆಯೋಗಕ್ಕೆ ದೂರು ಸಲ್ಲಿಸಿದ್ದರು. ದೂರು ದಾಖಲಿಸಿಕೊಂಡ ಆಯೋಗವು ದೂರುದಾರರಾದ ಶಿವಮ್ಮ ಗಂಡ ದಿ:ಬಸಮ್ಮ ಹಾಗೂ ಎದುರುದಾರರಾದ ವಿಮಾ ಕಂಪನಿಯವರ ವಾದ ಪ್ರತಿವಾದಗಳನ್ನು ಆಲಿಸಿದ ನಂತರ — [328, 994, 629, 1214]
legal-vs: -Vs- — [569, 1408, 588, 1419]
legal-vs: -VS- — [568, 1958, 590, 1970]
issue-date: ಮಂಗಳವಾರ 02-09-2025 — [19, 12, 236, 36]
weather-city: ಹೊಸಪೇಟೆ — [1338, 1367, 1386, 1383]
legal-notice-1141 — [16, 1346, 387, 1890]
labour-kicker: ಮಹಿಳೆಯರ ಮೇಲೆ ಲೈಂಗಿಕ ದೌರ್ಜನ್ಯ ತಡೆಗಟ್ಟುವ ತಡೆ ಅಧಿನಿಯಮ-2013 — [1178, 1470, 1467, 1484]
legal-advocate: K.M.Vishwanath, Advocate, Hosapete. — [404, 1716, 530, 1741]
legal-advocate: T.Shivap, Advocate Hosapete. — [26, 2214, 113, 2239]
legal-petitioner: Hampamma and others. ...Petitioners — [26, 1394, 182, 1406]
legal-whom: To, Whom so ever it may concern — [875, 1446, 1037, 1459]
photo-caption: ಸದುಪಯೋಗ ಪಡೆದುಕೊಂಡು ಉತ್ತಮ ಆರೋಗ್ಯ ಕಳೆದ ಬಾರಿ ನಮ್ಮ ಜಿಲ್ಲೆಯ ವಿದ್ಯಾರ್ಥಿಗಳು ರಾಜ್ಯ ಹೊಂದಬೇಕು ಎಂದರು. ಮಟ್ಟ ಮತ್ತು ವಿಭಾಗೀಯ (ಅಂತರರಾಜ್ಯ) — [338, 513, 905, 548]
legal-petitioner: B.Channamma & another ...Petitioners — [781, 1945, 945, 1957]
consumer-col1-text: ಕೊಪ್ಪಳ : ಎಂಡೋಮೆಂಟ್ ಸೇವಿಂಗ್ ಪ್ಲಾನ್ ಪ್ಲಸ್ ಪಾಲಿಸಿ ಪರಿಹಾರದ ಮೊತ್ತವನ್ನು ನೀಡುವಲ್ಲಿ ನಿರ್ಲಕ್ಷ್ಯ ಹಾಗೂ ಸೇವಾ ನ್ಯೂನ್ಯತೆ ಎಸಗಿದ ಪಿಎನ್‌ಬಿ ಮೆಟ್ ಲೈಫ್ ಇಂಡಿಯಾ ಇನ್ಸುರೆನ್ಸ್ ಕಂಪನಿ ಲಿ. ಮುಂಬೈ ಅವರಿಗೆ ದೂರುದಾರರಿಗೆ ಬಡ್ಡಿಸಹಿತ ವಿಮಾ ಮೊತ್ತವನ್ನು ಪಾವತಿಸುವಂತೆ ಜಿಲ್ಲಾ ಗ್ರಾಹಕರ ವ್ಯಾಜ್ಯಗಳ ಪರಿಹಾರ ಆಯೋಗವು ಆದೇಶಿಸಿದೆ. ಗಂಗಾವತಿ ತಾಲ್ಲೂಕಿನ ಬಸ್ಸಾಪಟ್ಟಣ ಗ್ರಾಮದ ದಿವಂಗತ ಬಸಮ್ಮ ಎಂಬುವವರು ತಮ್ಮ ಜೀವಿತ ಕಾಲದಲ್ಲಿ ದಿ:06-05-2016 ರಂದು ಪಿಎನ್‌ಬಿ ಮೆಟ್ ಲೈಫ್ ಇಂಡಿಯಾ ಇನ್ಸುರೆನ್ಸ್ ಕಂಪನಿ ಲಿ. ಮುಂಬೈ ಇವರಲ್ಲಿ ವಾರ್ಷಿಕ ರೂ.25,719/- ಗಳ ಪ್ರೀಮಿಯಂ ಪಾವತಿಸಿ ಎಂಡೋಮೆಂಟ್ ಸೇವಿಂಗ್ ಪ್ಲಾನ್ ಪ್ಲಸ್ ಪಾಲಿಸಿಯನ್ನು ಪಡೆದುಕೊಂಡಿದ್ದರು. ಅವರ ಪಾಲಿಸಿದಾರರಾದ ಬಸಮ್ಮ ಅವರು ದಿ:12-03-2017 — [19, 1013, 320, 1214]
legal-case-no: Cri.M.C.No:1143/2025 — [902, 1380, 1011, 1393]
epaper-box — [1227, 67, 1496, 328]
epaper-url[interactable]: https://hospettimes.com/ epaper — [1241, 219, 1483, 260]
weather-row-3: ಮಂಗಳ : ಗರಿಷ್ಠ : 40°, ಕನಿಷ್ಠ : 32° — [1240, 1388, 1432, 1404]
legal-body: WHEREAS the above named petitioners 1) Shivagangamma wife of Hannamappa Ganadala, aged about 32 years, Housewife, R/o Nageshanahalli village, Budugumpa, Koppal taluk and district 2)E.Swetha W/o E.Giridhar, aged about 30 years, R/o No56, Danapura village, Danapura post, Hosapete taluk, Vijayanagara district have filed the petition under section 13(3) of Registration of birth and death Act, seeking the direction of this court to issue direction to the respondent to enter the date of death of their mother SARASWATHI wife of Late ERANNA died on 01/04/2000 at his residence at Belagodhal village, Kampli taluk.. WHEREAS, if any persons interested with respect to the above proceedings are hereby noticed to appear in this court in person or by pleader duly able to answer all material question relating to the said petition on 24/09/2025 at about 1100 A.M, otherwise the matter will be heard and determined. Given under my hand and seal of this court on this 20th day of August 2025. — [26, 2011, 375, 2181]
photo-crowd-image — [318, 556, 924, 871]
legal-court: IN THE COURT OF THE HONOURABLE PRINCIPAL CIVIL JUDGE AND J.M.F.C. HOSAPETE. — [801, 1905, 1112, 1930]
consumer-byline: ಹೊಸಪೇಟೆ ಟೈಮ್ಸ್ ನ್ಯೂಸ್ — [19, 994, 126, 1009]
legal-notice-260 — [393, 1897, 764, 2398]
legal-respondent: The Tahasildar -cum- Registrar Birth & Deaths Taluk Office, Kampli, Kampli tq. ... Respondent — [26, 1971, 367, 1996]
ads-phone: 9448441484 — [1253, 742, 1470, 778]
legal-case-no: Cri.M.C.No:1150/2025 — [902, 1931, 1011, 1943]
office-box-head: ಹೊಸಪೇಟೆ ಟೈಮ್ಸ್ — [1234, 339, 1489, 383]
